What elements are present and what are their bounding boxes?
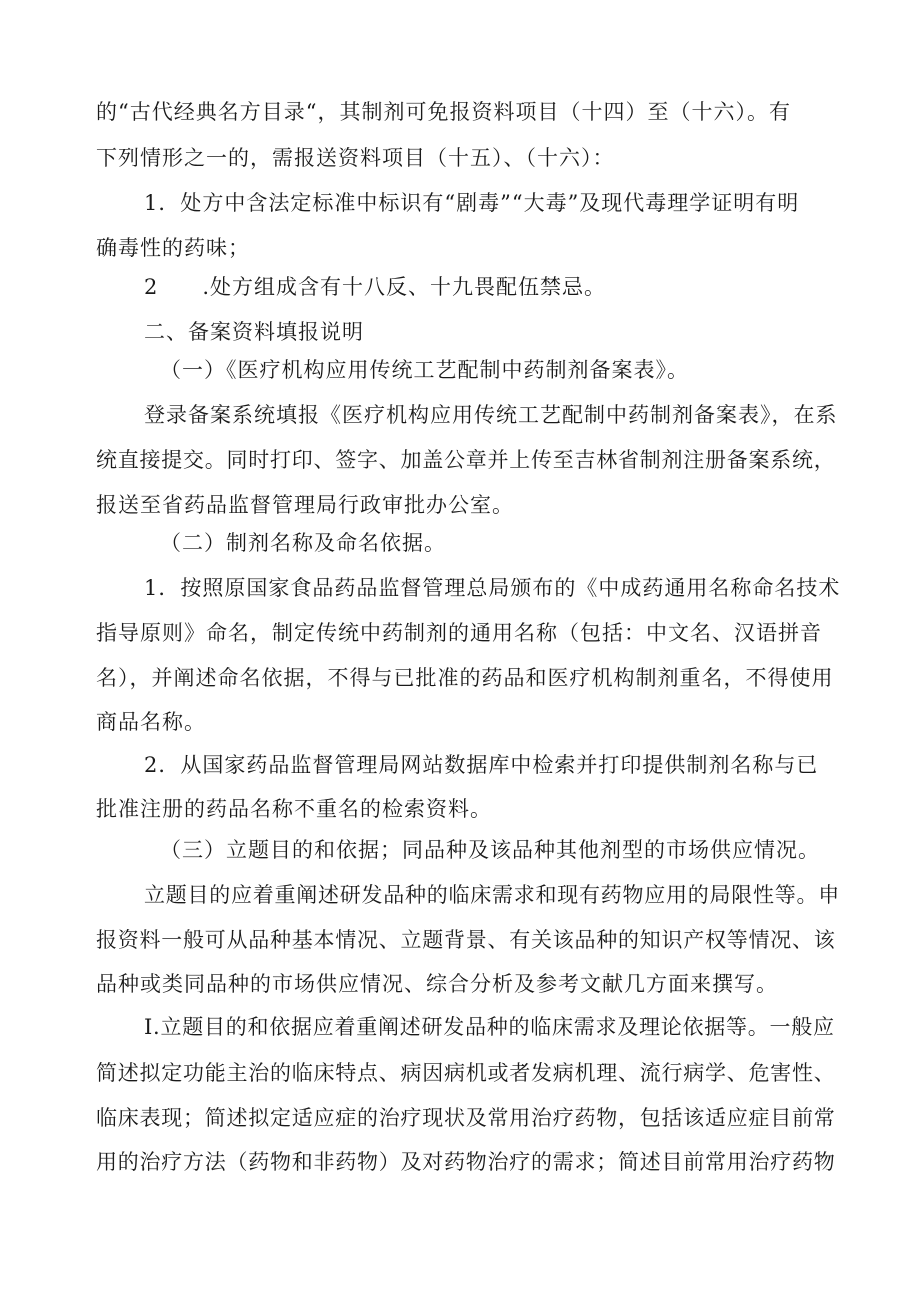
text-line: 1．按照原国家食品药品监督管理总局颁布的《中成药通用名称命名技术	[144, 576, 841, 600]
text-line: 统直接提交。同时打印、签字、加盖公章并上传至吉林省制剂注册备案系统，	[96, 448, 836, 472]
text-line: 报送至省药品监督管理局行政审批办公室。	[96, 493, 514, 517]
text-line: 确毒性的药味；	[96, 236, 250, 260]
text-line: 报资料一般可从品种基本情况、立题背景、有关该品种的知识产权等情况、该	[96, 928, 836, 952]
text-line: 的“古代经典名方目录“，其制剂可免报资料项目（十四）至（十六）。有	[96, 100, 791, 124]
text-line: 指导原则》命名，制定传统中药制剂的通用名称（包括：中文名、汉语拼音	[96, 621, 822, 645]
subsection-heading: （三）立题目的和依据；同品种及该品种其他剂型的市场供应情况。	[160, 838, 820, 862]
text-line: 简述拟定功能主治的临床特点、病因病机或者发病机理、流行病学、危害性、	[96, 1061, 836, 1085]
section-heading: 二、备案资料填报说明	[144, 320, 364, 344]
text-line: 立题目的应着重阐述研发品种的临床需求和现有药物应用的局限性等。申	[144, 883, 840, 907]
subsection-heading: （一）《医疗机构应用传统工艺配制中药制剂备案表》。	[160, 358, 689, 382]
text-line: 2．从国家药品监督管理局网站数据库中检索并打印提供制剂名称与已	[144, 753, 819, 777]
text-line: 品种或类同品种的市场供应情况、综合分析及参考文献几方面来撰写。	[96, 972, 778, 996]
text-line: 用的治疗方法（药物和非药物）及对药物治疗的需求；简述目前常用治疗药物	[96, 1150, 836, 1174]
subsection-heading: （二）制剂名称及命名依据。	[160, 531, 446, 555]
text-line: I.立题目的和依据应着重阐述研发品种的临床需求及理论依据等。一般应	[144, 1015, 835, 1039]
text-line: 登录备案系统填报《医疗机构应用传统工艺配制中药制剂备案表》，在系	[144, 403, 838, 427]
text-line: 名），并阐述命名依据，不得与已批准的药品和医疗机构制剂重名，不得使用	[96, 666, 834, 690]
text-line: 批准注册的药品名称不重名的检索资料。	[96, 797, 492, 821]
text-line: 2 .处方组成含有十八反、十九畏配伍禁忌。	[144, 275, 607, 299]
text-line: 商品名称。	[96, 710, 206, 734]
text-line: 临床表现；简述拟定适应症的治疗现状及常用治疗药物，包括该适应症目前常	[96, 1106, 836, 1130]
text-line: 1．处方中含法定标准中标识有“剧毒”“大毒”及现代毒理学证明有明	[144, 191, 800, 215]
text-line: 下列情形之一的，需报送资料项目（十五）、（十六）：	[96, 146, 615, 170]
